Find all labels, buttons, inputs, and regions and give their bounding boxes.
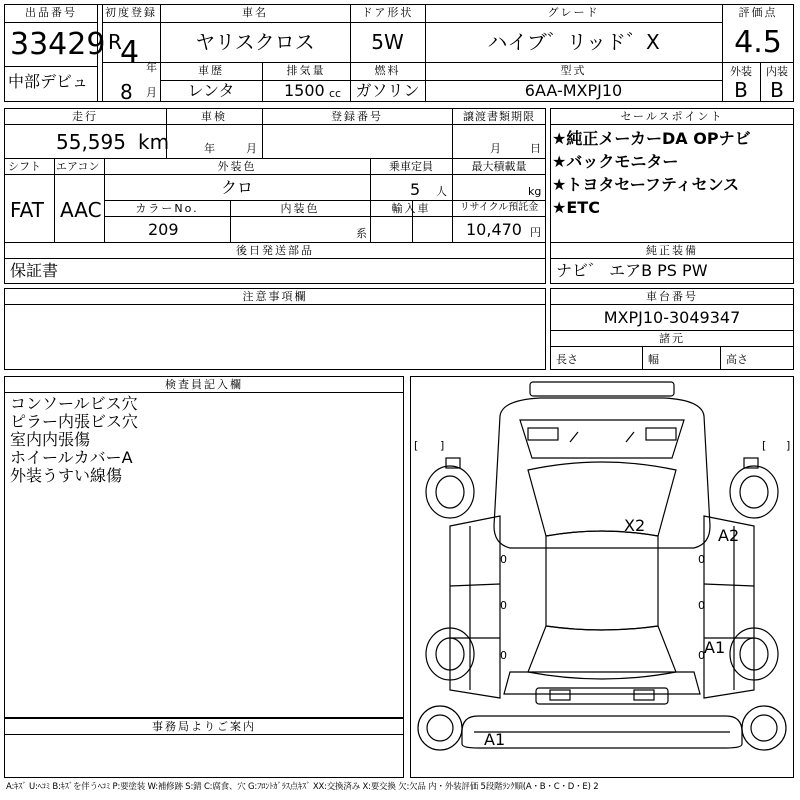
later-parts: 保証書	[10, 261, 59, 280]
length-label: 長さ	[556, 353, 578, 366]
mileage-unit: km	[138, 130, 170, 154]
recycle: 10,470	[466, 220, 522, 239]
inspector-note: ピラー内張ビス穴	[10, 412, 139, 431]
fuel-label: 燃料	[374, 64, 401, 77]
sales-point-item: ★トヨタセーフティセンス	[552, 175, 740, 194]
bracket-mark: ]	[786, 439, 791, 452]
model-label: 型式	[560, 64, 587, 77]
door-label: ドア形状	[361, 6, 414, 19]
chassis-number: MXPJ10-3049347	[603, 308, 741, 327]
car-diagram	[410, 376, 794, 778]
inspection-year-unit: 年	[204, 142, 215, 155]
max-load-label: 最大積載量	[471, 160, 527, 173]
displacement-label: 排気量	[286, 64, 326, 77]
score-label: 評価点	[738, 6, 778, 19]
mileage-label: 走行	[72, 110, 98, 123]
grade-label: グレード	[547, 6, 600, 19]
venue: 中部デビュ	[8, 72, 89, 91]
int-color-unit: 系	[356, 227, 367, 240]
later-parts-label: 後日発送部品	[236, 244, 314, 257]
zero-mark: 0	[698, 553, 705, 566]
door-type: 5W	[371, 30, 404, 54]
fuel: ガソリン	[355, 81, 420, 100]
bracket-mark: [	[762, 439, 767, 452]
inspection-month-unit: 月	[246, 142, 257, 155]
shift: FAT	[10, 198, 45, 222]
history-label: 車歴	[198, 64, 224, 77]
equipment: ナビ゛ エアB PS PW	[556, 261, 708, 280]
equipment-label: 純正装備	[646, 244, 698, 257]
inspector-note: 室内内張傷	[10, 430, 91, 449]
ac-label: エアコン	[56, 160, 100, 173]
exterior-grade: B	[734, 78, 748, 102]
zero-mark: 0	[500, 553, 507, 566]
ext-color-label: 外装色	[217, 160, 257, 173]
import-label: 輸入車	[391, 202, 431, 215]
capacity: 5	[410, 180, 421, 199]
sales-point-item: ★バックモニター	[552, 152, 679, 171]
month-number: 8	[120, 80, 133, 104]
bracket-mark: ]	[440, 439, 445, 452]
era: R	[108, 30, 122, 54]
car-name-label: 車名	[242, 6, 268, 19]
car-name: ヤリスクロス	[195, 30, 315, 54]
displacement-unit: cc	[329, 87, 342, 100]
damage-mark-a1-bottom: A1	[484, 730, 506, 749]
lot-label: 出品番号	[25, 6, 77, 19]
zero-mark: 0	[698, 649, 705, 662]
transfer-label: 譲渡書類期限	[463, 110, 535, 123]
capacity-label: 乗車定員	[389, 160, 433, 173]
color-no: 209	[148, 220, 179, 239]
height-label: 高さ	[726, 353, 748, 366]
first-reg-label: 初度登録	[105, 6, 157, 19]
interior-grade: B	[770, 78, 784, 102]
zero-mark: 0	[698, 599, 705, 612]
damage-mark-a1: A1	[704, 638, 726, 657]
grade: ハイブ゛リッド゛X	[487, 30, 660, 54]
sales-point-item: ★ETC	[552, 198, 600, 217]
recycle-label: リサイクル預託金	[459, 202, 539, 213]
inspector-note: ホイールカバーA	[10, 448, 133, 467]
inspection-label: 車検	[201, 110, 227, 123]
zero-mark: 0	[500, 649, 507, 662]
max-load-unit: kg	[528, 185, 542, 198]
displacement: 1500	[284, 81, 325, 100]
month-unit: 月	[146, 86, 157, 99]
capacity-unit: 人	[436, 185, 447, 198]
inspector-note: コンソールビス穴	[10, 394, 138, 413]
history: レンタ	[187, 81, 235, 100]
ext-color: クロ	[220, 178, 253, 197]
inspector-label: 検査員記入欄	[165, 378, 243, 391]
notes-label: 注意事項欄	[242, 290, 308, 303]
year-number: 4	[120, 35, 140, 70]
interior-label: 内装	[766, 65, 788, 78]
shift-label: シフト	[8, 160, 41, 173]
chassis-label: 車台番号	[646, 290, 698, 303]
sales-points-label: セールスポイント	[620, 110, 724, 123]
office-label: 事務局よりご案内	[152, 720, 256, 733]
mileage: 55,595	[56, 130, 126, 154]
exterior-label: 外装	[730, 65, 752, 78]
width-label: 幅	[648, 353, 659, 366]
int-color-label: 内装色	[280, 202, 320, 215]
damage-mark-a2: A2	[718, 526, 740, 545]
score: 4.5	[734, 25, 782, 60]
transfer-month-unit: 月	[490, 142, 501, 155]
transfer-day-unit: 日	[530, 142, 541, 155]
sales-point-item: ★純正メーカーDA OPナビ	[552, 129, 751, 148]
zero-mark: 0	[500, 599, 507, 612]
model-code: 6AA-MXPJ10	[524, 81, 623, 100]
year-unit: 年	[146, 61, 157, 74]
color-no-label: カラーNo.	[135, 202, 199, 215]
damage-mark-x2: X2	[624, 516, 646, 535]
inspector-note: 外装うすい線傷	[10, 466, 123, 485]
bracket-mark: [	[414, 439, 419, 452]
dims-label: 諸元	[659, 332, 685, 345]
lot-number: 33429	[10, 27, 106, 62]
legend: A:ｷｽﾞ U:ﾍｺﾐ B:ｷｽﾞを伴うﾍｺﾐ P:要塗装 W:補修跡 S:錆 C:腐食、穴 G:ﾌﾛﾝﾄｶﾞﾗｽ点ｷｽﾞ XX:交換済み X:要交換 欠:欠品 内・外装評価 5段階ﾗﾝｸ順(A・B・C・D・E) 2	[6, 782, 599, 792]
registration-label: 登録番号	[331, 110, 383, 123]
ac: AAC	[60, 198, 102, 222]
recycle-unit: 円	[530, 226, 541, 239]
